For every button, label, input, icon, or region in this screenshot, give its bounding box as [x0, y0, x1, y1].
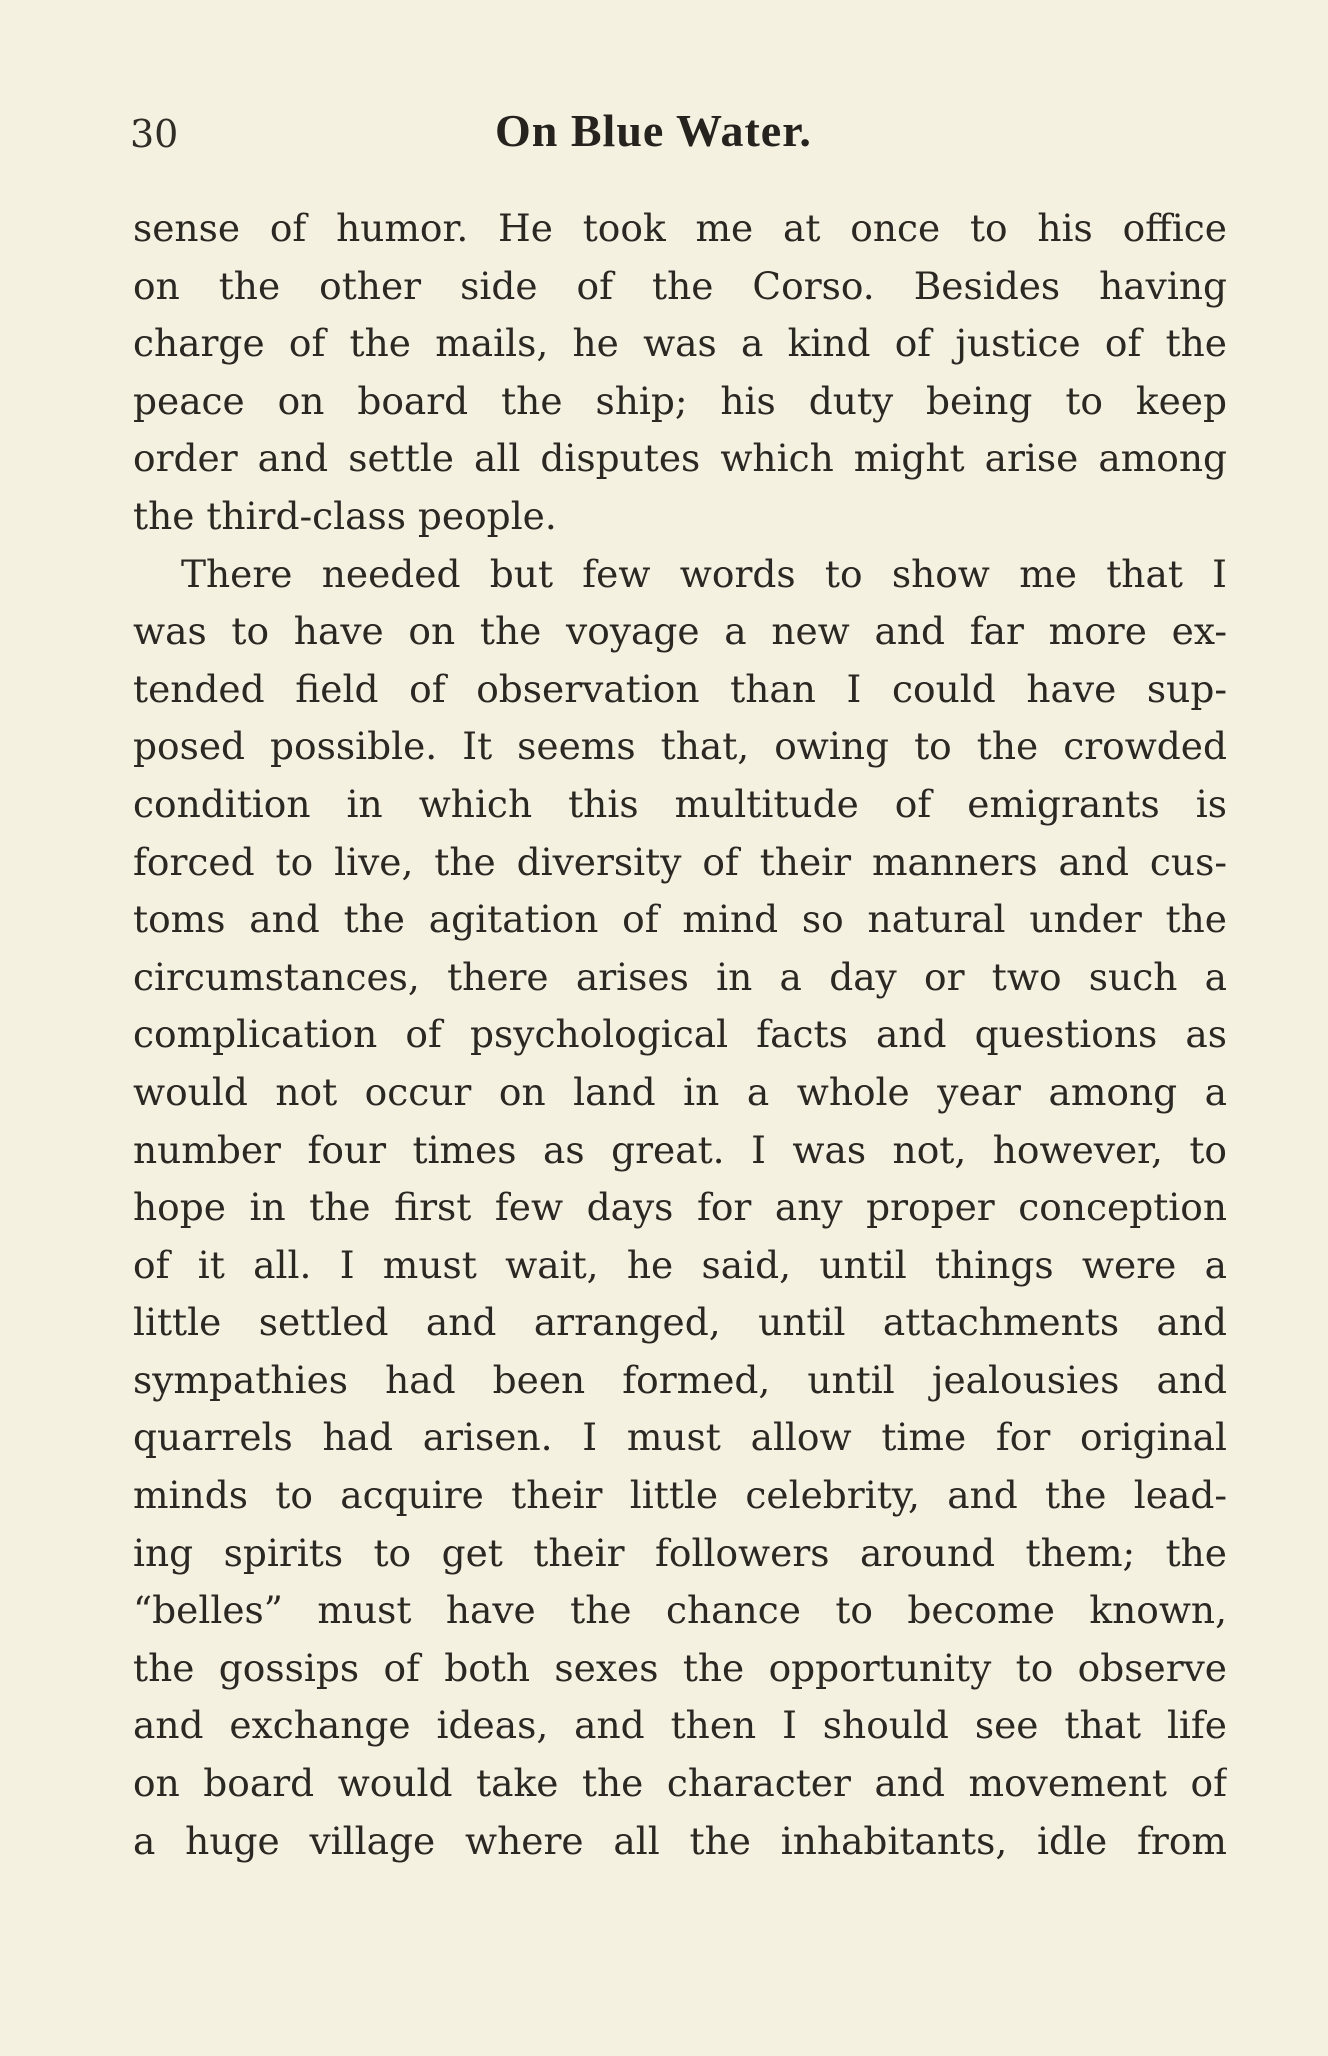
- text-line: complication of psychological facts and questions as: [133, 1012, 1227, 1057]
- body-text: [133, 200, 1227, 1870]
- text-line: charge of the mails, he was a kind of justice of the: [133, 321, 1227, 366]
- text-line: peace on board the ship; his duty being to keep: [133, 378, 1227, 423]
- text-line: order and settle all disputes which might arise among: [133, 436, 1227, 481]
- text-line: condition in which this multitude of emigrants is: [133, 781, 1227, 826]
- text-line: tended field of observation than I could have sup-: [133, 666, 1227, 711]
- text-line: the gossips of both sexes the opportunity to observe: [133, 1645, 1227, 1690]
- text-line: would not occur on land in a whole year among a: [133, 1069, 1227, 1114]
- text-line: sympathies had been formed, until jealousies and: [133, 1357, 1227, 1402]
- text-line: on the other side of the Corso. Besides having: [133, 263, 1227, 308]
- text-line: quarrels had arisen. I must allow time for original: [133, 1415, 1227, 1460]
- text-line: number four times as great. I was not, however, to: [133, 1127, 1227, 1172]
- text-line: on board would take the character and movement of: [133, 1761, 1227, 1806]
- text-line: was to have on the voyage a new and far more ex-: [133, 609, 1227, 654]
- text-line: sense of humor. He took me at once to his office: [133, 206, 1227, 250]
- page-number: 30: [130, 112, 179, 156]
- text-line: toms and the agitation of mind so natural under the: [133, 897, 1227, 942]
- text-line: “belles” must have the chance to become known,: [133, 1588, 1227, 1633]
- text-line: hope in the first few days for any proper conception: [133, 1185, 1227, 1230]
- text-line: There needed but few words to show me that I: [181, 551, 1227, 596]
- paragraph-2: [133, 546, 1227, 1871]
- text-line: minds to acquire their little celebrity, and the lead-: [133, 1473, 1227, 1518]
- page-header: [130, 104, 1230, 168]
- running-title: On Blue Water.: [495, 105, 812, 156]
- text-line: little settled and arranged, until attachments and: [133, 1300, 1227, 1345]
- text-line: of it all. I must wait, he said, until things were a: [133, 1242, 1227, 1287]
- text-line: ing spirits to get their followers around them; the: [133, 1530, 1227, 1575]
- text-line: the third-class people.: [133, 493, 557, 538]
- text-line: posed possible. It seems that, owing to the crowded: [133, 724, 1227, 769]
- text-line: circumstances, there arises in a day or two such a: [133, 954, 1227, 999]
- paragraph-1: [133, 200, 1227, 546]
- text-line: and exchange ideas, and then I should see that life: [133, 1703, 1227, 1748]
- text-line: forced to live, the diversity of their manners and cus-: [133, 839, 1227, 884]
- text-line: a huge village where all the inhabitants, idle from: [133, 1818, 1227, 1863]
